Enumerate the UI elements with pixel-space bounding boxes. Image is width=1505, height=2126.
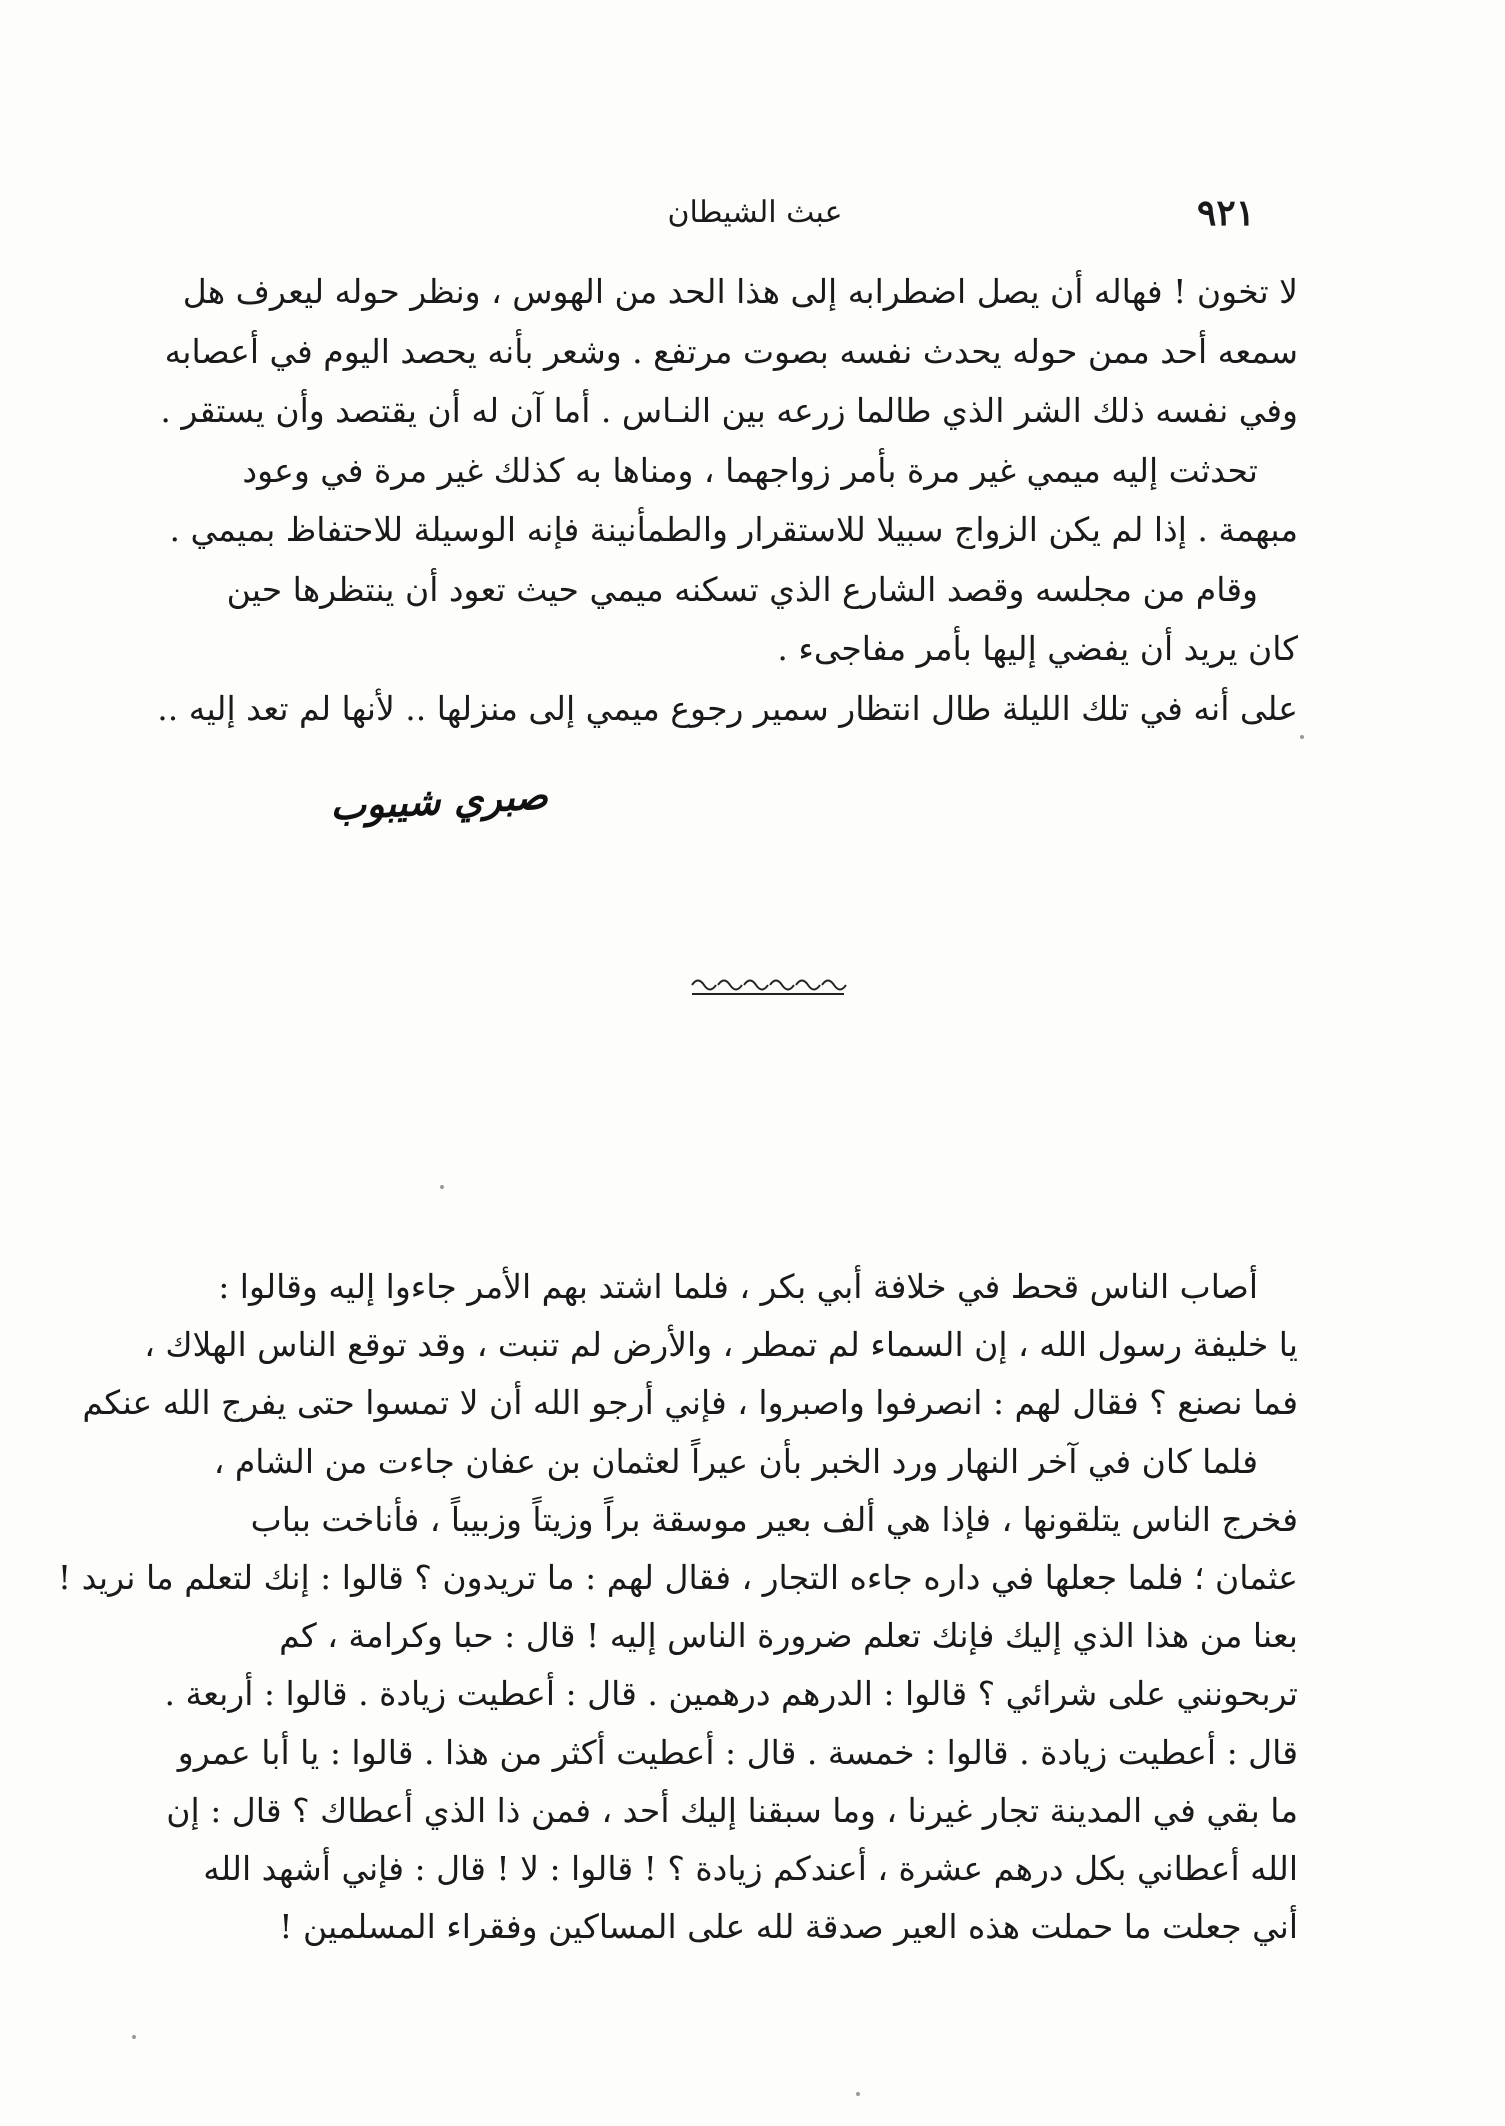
- story-ending-text: [157, 262, 1298, 738]
- text-line: قال : أعطيت زيادة . قالوا : خمسة . قال : أعطيت أكثر من هذا . قالوا : يا أبا عمرو: [177, 1732, 1298, 1772]
- text-line: وفي نفسه ذلك الشر الذي طالما زرعه بين النـاس . أما آن له أن يقتصد وأن يستقر .: [160, 391, 1298, 430]
- page-header: [255, 188, 1255, 238]
- text-line: تربحونني على شرائي ؟ قالوا : الدرهم درهمين . قال : أعطيت زيادة . قالوا : أربعة .: [164, 1674, 1298, 1714]
- text-line: تحدثت إليه ميمي غير مرة بأمر زواجهما ، ومناها به كذلك غير مرة في وعود: [242, 450, 1258, 490]
- paper-speck: [856, 2092, 860, 2096]
- text-line: فما نصنع ؟ فقال لهم : انصرفوا واصبروا ، فإني أرجو الله أن لا تمسوا حتى يفرج الله عنكم: [82, 1383, 1298, 1423]
- text-line: كان يريد أن يفضي إليها بأمر مفاجىء .: [777, 629, 1298, 668]
- text-line: ما بقي في المدينة تجار غيرنا ، وما سبقنا إليك أحد ، فمن ذا الذي أعطاك ؟ قال : إن: [166, 1790, 1298, 1830]
- paper-speck: [1300, 735, 1304, 739]
- text-line: لا تخون ! فهاله أن يصل اضطرابه إلى هذا الحد من الهوس ، ونظر حوله ليعرف هل: [182, 272, 1298, 311]
- paper-speck: [440, 1185, 444, 1189]
- text-line: أصاب الناس قحط في خلافة أبي بكر ، فلما اشتد بهم الأمر جاءوا إليه وقالوا :: [218, 1267, 1258, 1306]
- text-line: فخرج الناس يتلقونها ، فإذا هي ألف بعير موسقة براً وزيتاً وزبيباً ، فأناخت بباب: [250, 1499, 1298, 1539]
- text-line: بعنا من هذا الذي إليك فإنك تعلم ضرورة الناس إليه ! قال : حبا وكرامة ، كم: [279, 1616, 1298, 1656]
- anecdote-text: [57, 1258, 1298, 1956]
- text-line: فلما كان في آخر النهار ورد الخبر بأن عيراً لعثمان بن عفان جاءت من الشام ،: [213, 1441, 1258, 1481]
- text-line: مبهمة . إذا لم يكن الزواج سبيلا للاستقرار والطمأنينة فإنه الوسيلة للاحتفاظ بميمي .: [169, 510, 1298, 549]
- text-line: أني جعلت ما حملت هذه العير صدقة لله على المساكين وفقراء المسلمين !: [279, 1907, 1298, 1947]
- paper-speck: [132, 2035, 136, 2039]
- text-line: على أنه في تلك الليلة طال انتظار سمير رجوع ميمي إلى منزلها .. لأنها لم تعد إليه ..: [157, 688, 1298, 728]
- running-title: عبث الشيطان: [667, 195, 843, 230]
- text-line: وقام من مجلسه وقصد الشارع الذي تسكنه ميمي حيث تعود أن ينتظرها حين: [226, 569, 1258, 609]
- page-number: ٩٢١: [1196, 192, 1255, 234]
- text-line: سمعه أحد ممن حوله يحدث نفسه بصوت مرتفع . وشعر بأنه يحصد اليوم في أعصابه: [164, 331, 1298, 371]
- author-signature: صبري شيبوب: [328, 772, 549, 829]
- text-line: عثمان ؛ فلما جعلها في داره جاءه التجار ، فقال لهم : ما تريدون ؟ قالوا : إنك لتعلم ما نريد !: [57, 1557, 1298, 1597]
- text-line: يا خليفة رسول الله ، إن السماء لم تمطر ، والأرض لم تنبت ، وقد توقع الناس الهلاك ،: [144, 1325, 1298, 1365]
- section-divider-ornament: [688, 972, 848, 998]
- text-line: الله أعطاني بكل درهم عشرة ، أعندكم زيادة ؟ ! قالوا : لا ! قال : فإني أشهد الله: [203, 1848, 1298, 1888]
